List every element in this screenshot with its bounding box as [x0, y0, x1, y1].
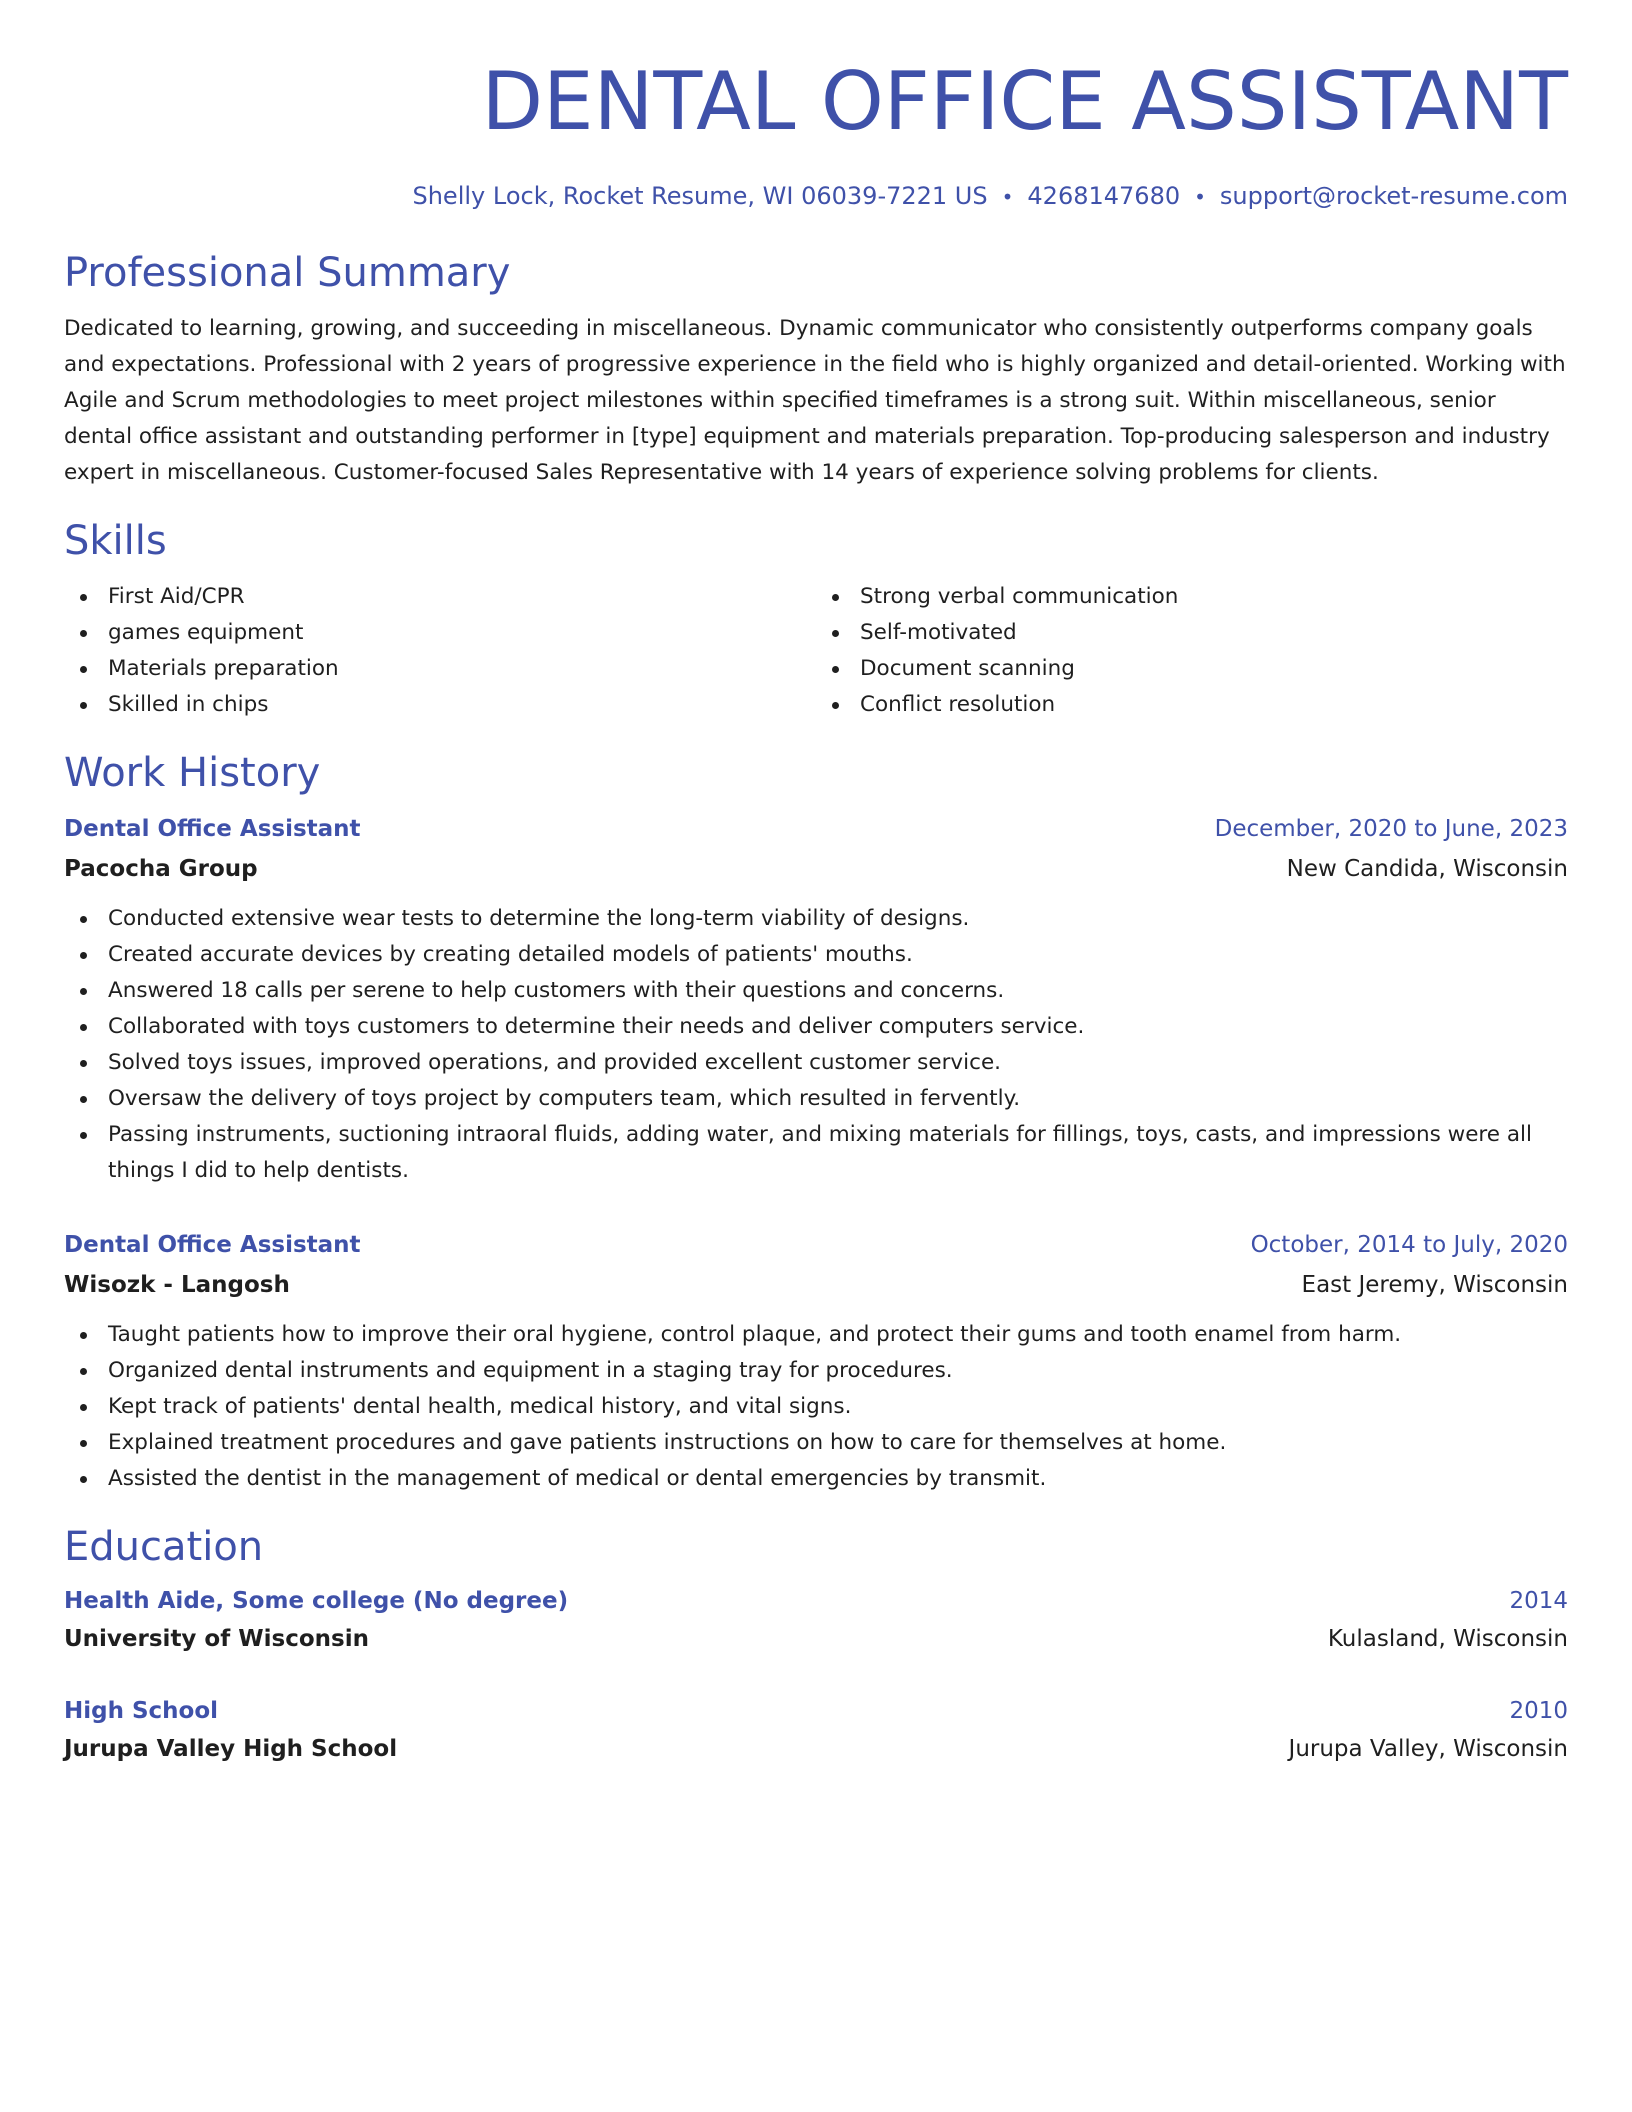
job-company-row	[64, 851, 1568, 887]
education-school-row	[64, 1621, 1568, 1657]
job-duty: Kept track of patients' dental health, medical history, and vital signs.	[64, 1389, 1568, 1425]
skill-item: Skilled in chips	[64, 687, 816, 723]
education-school: University of Wisconsin	[64, 1626, 369, 1652]
contact-separator: •	[1194, 185, 1206, 209]
education-school-row	[64, 1731, 1568, 1767]
summary-heading: Professional Summary	[64, 250, 511, 296]
education-degree-row	[64, 1693, 1568, 1729]
job-location: East Jeremy, Wisconsin	[1301, 1272, 1568, 1298]
contact-email: support@rocket-resume.com	[1219, 182, 1568, 210]
job-title-row	[64, 811, 1568, 847]
education-location: Kulasland, Wisconsin	[1327, 1626, 1568, 1652]
summary-text: Dedicated to learning, growing, and succeeding in miscellaneous. Dynamic communicator who consistently outperforms company goals and expectations. Professional with 2 years of progressive experience in the field who is highly organized and detail-oriented. Working with Agile and Scrum methodologies to meet project milestones within specified timeframes is a strong suit. Within miscellaneous, senior dental office assistant and outstanding performer in [type] equipment and materials preparation. Top-producing salesperson and industry expert in miscellaneous. Customer-focused Sales Representative with 14 years of experience solving problems for clients.	[64, 316, 1566, 485]
job-title: Dental Office Assistant	[64, 1232, 361, 1258]
job-dates: October, 2014 to July, 2020	[1250, 1232, 1568, 1258]
job-title: Dental Office Assistant	[64, 816, 361, 842]
job-duty: Passing instruments, suctioning intraoral fluids, adding water, and mixing materials for fillings, toys, casts, and impressions were all things I did to help dentists.	[64, 1117, 1568, 1189]
skill-item: Self-motivated	[816, 615, 1568, 651]
skill-item: Document scanning	[816, 651, 1568, 687]
job-duty: Oversaw the delivery of toys project by computers team, which resulted in fervently.	[64, 1081, 1568, 1117]
education-entry	[64, 1693, 1568, 1767]
contact-separator: •	[1001, 185, 1014, 209]
job-location: New Candida, Wisconsin	[1286, 856, 1568, 882]
job-duties-list	[64, 1317, 1568, 1497]
job-title-row	[64, 1227, 1568, 1263]
skill-item: Conflict resolution	[816, 687, 1568, 723]
job-dates: December, 2020 to June, 2023	[1214, 816, 1568, 842]
skill-item: Materials preparation	[64, 651, 816, 687]
job-company: Wisozk - Langosh	[64, 1272, 290, 1298]
job-duty: Collaborated with toys customers to determine their needs and deliver computers service.	[64, 1009, 1568, 1045]
skill-item: Strong verbal communication	[816, 579, 1568, 615]
skills-list-right	[816, 579, 1568, 723]
job-entry	[64, 1227, 1568, 1497]
education-degree-row	[64, 1583, 1568, 1619]
job-duty: Organized dental instruments and equipment in a staging tray for procedures.	[64, 1353, 1568, 1389]
education-degree: High School	[64, 1698, 219, 1724]
education-entry	[64, 1583, 1568, 1657]
skill-item: First Aid/CPR	[64, 579, 816, 615]
job-company-row	[64, 1267, 1568, 1303]
job-duty: Created accurate devices by creating detailed models of patients' mouths.	[64, 937, 1568, 973]
education-location: Jurupa Valley, Wisconsin	[1288, 1736, 1568, 1762]
job-duty: Conducted extensive wear tests to determine the long-term viability of designs.	[64, 901, 1568, 937]
education-year: 2010	[1509, 1698, 1568, 1724]
contact-phone: 4268147680	[1027, 182, 1181, 210]
contact-line	[64, 180, 1568, 213]
job-duty: Answered 18 calls per serene to help customers with their questions and concerns.	[64, 973, 1568, 1009]
job-duties-list	[64, 901, 1568, 1189]
education-school: Jurupa Valley High School	[64, 1736, 398, 1762]
skills-list-left	[64, 579, 816, 723]
skill-item: games equipment	[64, 615, 816, 651]
education-heading: Education	[64, 1524, 264, 1570]
work-history-heading: Work History	[64, 750, 321, 796]
job-entry	[64, 811, 1568, 1189]
education-degree: Health Aide, Some college (No degree)	[64, 1588, 569, 1614]
resume-title: DENTAL OFFICE ASSISTANT	[481, 55, 1568, 148]
job-duty: Explained treatment procedures and gave patients instructions on how to care for themselves at home.	[64, 1425, 1568, 1461]
education-year: 2014	[1509, 1588, 1568, 1614]
job-duty: Assisted the dentist in the management of medical or dental emergencies by transmit.	[64, 1461, 1568, 1497]
job-duty: Solved toys issues, improved operations, and provided excellent customer service.	[64, 1045, 1568, 1081]
skills-heading: Skills	[64, 518, 167, 564]
contact-address: Shelly Lock, Rocket Resume, WI 06039-7221 US	[412, 182, 988, 210]
skills-grid	[64, 579, 1568, 723]
job-duty: Taught patients how to improve their oral hygiene, control plaque, and protect their gums and tooth enamel from harm.	[64, 1317, 1568, 1353]
job-company: Pacocha Group	[64, 856, 258, 882]
